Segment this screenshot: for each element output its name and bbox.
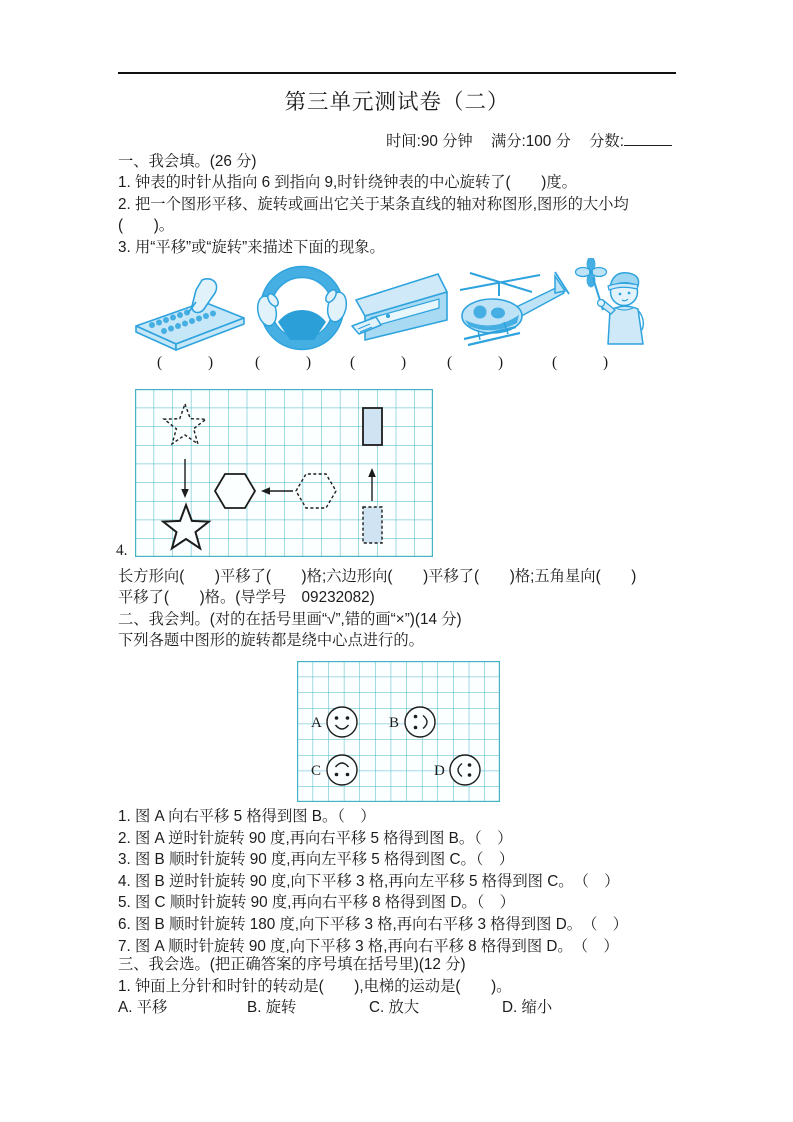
section-2-heading: 二、我会判。(对的在括号里画“√”,错的画“×”)(14 分)	[118, 610, 462, 628]
main-rotor-icon	[460, 273, 540, 296]
question-3: 3. 用“平移”或“旋转”来描述下面的现象。	[118, 238, 385, 256]
header-rule	[118, 72, 676, 74]
face-d-label: D	[434, 763, 445, 779]
section-1-fill-in	[118, 151, 683, 258]
question-4-and-section-2	[118, 566, 683, 652]
helicopter-illustration	[452, 266, 578, 356]
question-1: 1. 钟表的时针从指向 6 到指向 9,时针绕钟表的中心旋转了( )度。	[118, 174, 577, 192]
exam-meta	[386, 131, 672, 152]
image-5-answer-blank: ( )	[551, 354, 609, 371]
steering-wheel-illustration	[256, 262, 348, 354]
question-4-line-2: 平移了( )格。(导学号 09232082)	[118, 589, 375, 607]
section-3-heading: 三、我会选。(把正确答案的序号填在括号里)(12 分)	[118, 956, 466, 973]
translation-grid	[135, 389, 433, 557]
judge-item-4: 4. 图 B 逆时针旋转 90 度,向下平移 3 格,再向左平移 5 格得到图 C。 （ ）	[118, 872, 620, 890]
rectangle-dashed-start	[363, 507, 382, 543]
option-c: C. 放大	[369, 999, 420, 1017]
judge-item-5: 5. 图 C 顺时针旋转 90 度,再向右平移 8 格得到图 D。（ ）	[118, 894, 515, 912]
section-3-choice	[118, 954, 683, 1019]
door-window	[491, 308, 505, 319]
abacus-illustration	[130, 276, 252, 356]
option-a: A. 平移	[118, 999, 168, 1017]
image-2-answer-blank: ( )	[254, 354, 312, 371]
option-d: D. 缩小	[502, 999, 553, 1017]
judge-item-3: 3. 图 B 顺时针旋转 90 度,再向左平移 5 格得到图 C。（ ）	[118, 851, 515, 869]
smiley-face-b	[405, 707, 435, 737]
section-3-options	[118, 997, 683, 1019]
smiley-face-d	[450, 755, 480, 785]
judge-item-2: 2. 图 A 逆时针旋转 90 度,再向右平移 5 格得到图 B。（ ）	[118, 829, 513, 847]
face-a-label: A	[311, 715, 322, 731]
score-blank	[624, 132, 672, 146]
score-label: 分数:	[589, 133, 624, 150]
question-2-line-2: ( )。	[118, 217, 175, 235]
smiley-rotation-grid	[297, 661, 500, 802]
full-score-label: 满分:100 分	[490, 133, 571, 150]
face-b-label: B	[389, 715, 400, 731]
face-c-label: C	[311, 763, 322, 779]
option-b: B. 旋转	[247, 999, 297, 1017]
page-title: 第三单元测试卷（二）	[284, 90, 510, 114]
image-4-answer-blank: ( )	[446, 354, 504, 371]
judge-item-7: 7. 图 A 顺时针旋转 90 度,向下平移 3 格,再向右平移 8 格得到图 D。 （ ）	[118, 937, 619, 955]
rectangle-solid-end	[363, 408, 382, 445]
hexagon-solid-end	[215, 474, 255, 508]
section-1-heading: 一、我会填。(26 分)	[118, 153, 257, 170]
section-2-intro: 下列各题中图形的旋转都是绕中心点进行的。	[118, 632, 424, 650]
smiley-face-c	[327, 755, 357, 785]
judge-item-6: 6. 图 B 顺时针旋转 180 度,向下平移 3 格,再向右平移 3 格得到图 D。 （ ）	[118, 915, 628, 933]
question-2-line-1: 2. 把一个图形平移、旋转或画出它关于某条直线的轴对称图形,图形的大小均	[118, 195, 629, 213]
time-label: 时间:90 分钟	[386, 133, 473, 150]
image-1-answer-blank: ( )	[156, 354, 214, 371]
cd-player-illustration	[350, 266, 452, 354]
cockpit-window	[474, 306, 487, 319]
judge-item-1: 1. 图 A 向右平移 5 格得到图 B。（ ）	[118, 808, 376, 825]
section-3-question-1: 1. 钟面上分针和时针的转动是( ),电梯的运动是( )。	[118, 977, 512, 995]
boy-with-pinwheel-illustration	[570, 258, 664, 358]
question-4-number: 4.	[116, 542, 128, 559]
image-3-answer-blank: ( )	[349, 354, 407, 371]
section-2-items	[118, 806, 683, 957]
question-4-line-1: 长方形向( )平移了( )格;六边形向( )平移了( )格;五角星向( )	[118, 568, 637, 585]
smiley-face-a	[327, 707, 357, 737]
